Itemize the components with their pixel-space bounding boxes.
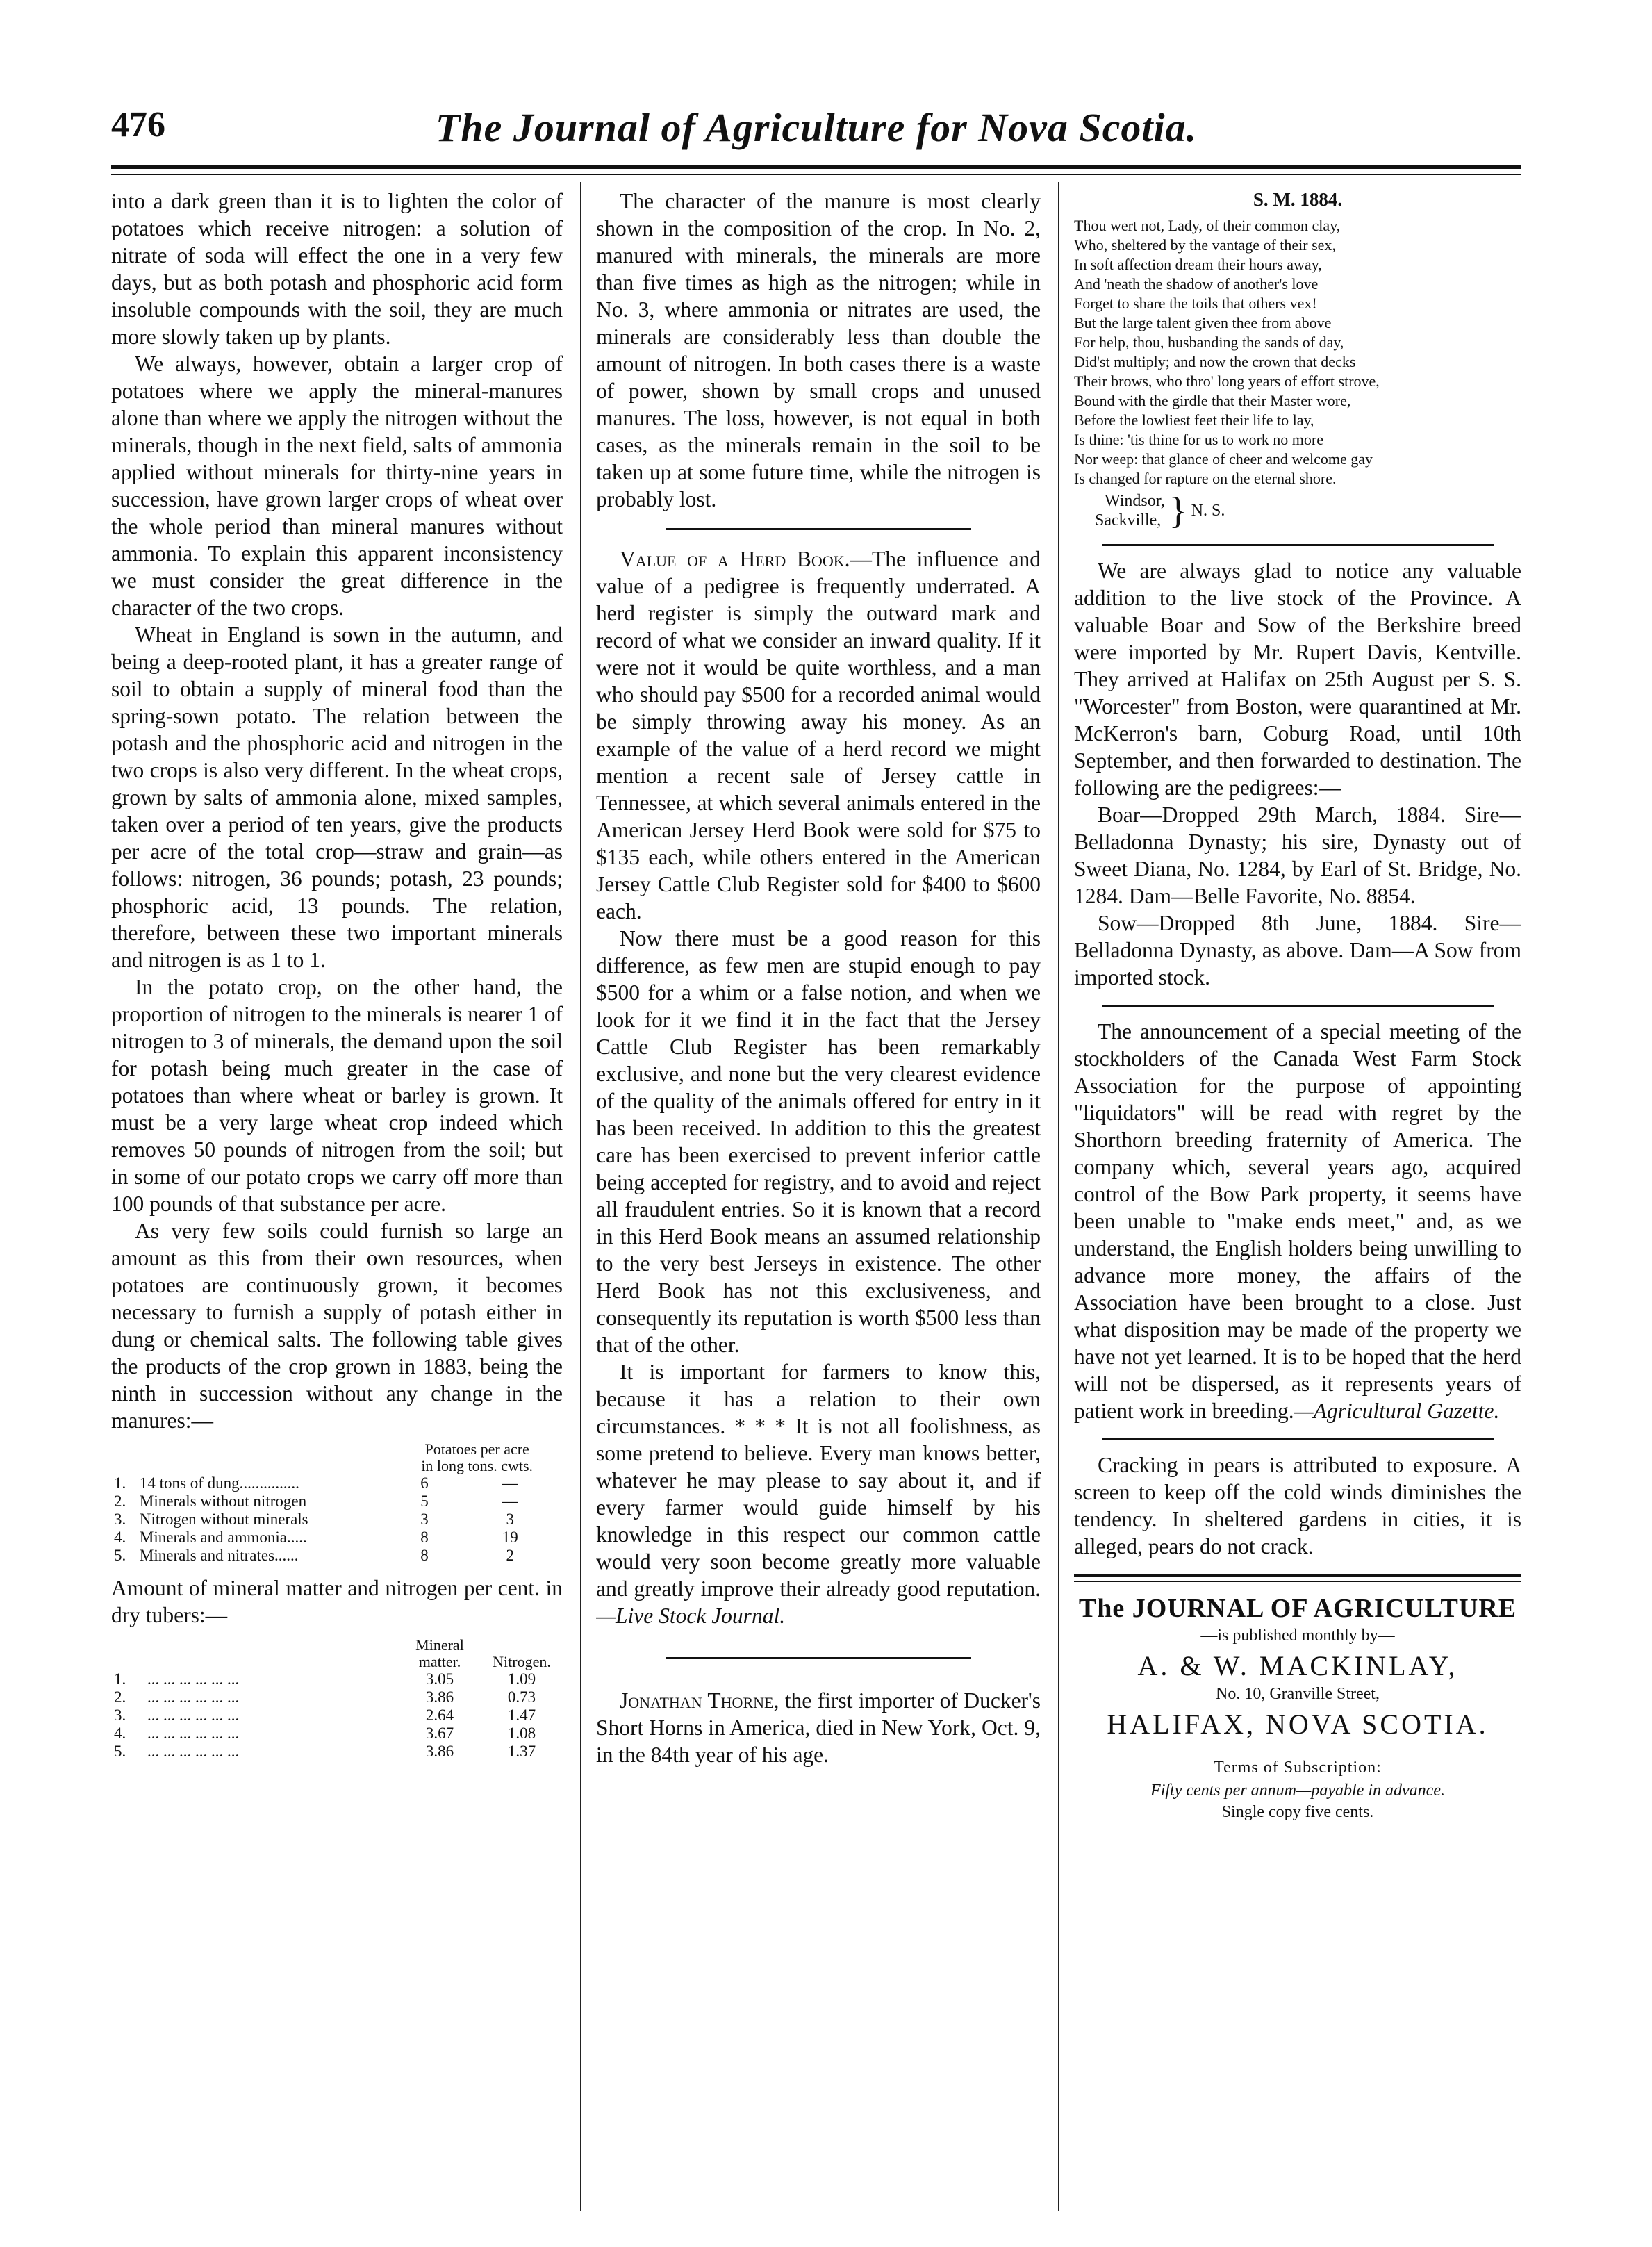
poem-line: For help, thou, husbanding the sands of day, xyxy=(1074,334,1344,351)
column-divider xyxy=(580,182,581,2211)
boar-pedigree: Boar—Dropped 29th March, 1884. Sire—Belladonna Dynasty; his sire, Dynasty out of Sweet Diana, No. 1284, by Earl of St. Bridge, No. 1284. Dam—Belle Favorite, No. 8854. xyxy=(1074,802,1521,908)
nitrogen-cell: 0.73 xyxy=(507,1688,536,1706)
poem xyxy=(1074,216,1521,488)
section-rule xyxy=(1102,1005,1494,1007)
table-row xyxy=(111,1474,563,1492)
row-number: 1. xyxy=(114,1670,126,1688)
column-divider xyxy=(1058,182,1059,2211)
brace-glyph: } xyxy=(1168,490,1187,532)
journal-title: The Journal of Agriculture for Nova Scotia. xyxy=(435,105,1198,150)
poem-line: Thou wert not, Lady, of their common clay, xyxy=(1074,217,1341,234)
table-row xyxy=(111,1529,563,1547)
poem-line: Their brows, who thro' long years of effort strove, xyxy=(1074,372,1380,390)
paragraph: Now there must be a good reason for this difference, as few men are stupid enough to pay $500 for a whim or a false notion, and when we look for it we find it in the fact that the Jersey Cattle Club Register has been remarkably exclusive, and none but the very clearest evidence of the quality of the animals offered for entry in it has been received. In addition to this the greatest care has been exercised to prevent inferior cattle being accepted for registry, and to avoid and reject all fraudulent entries. So it is known that a record in this Herd Book means an assumed relationship to the very best Jerseys in existence. The other Herd Book has not this exclusiveness, and consequently its reputation is worth $500 less than that of the other. xyxy=(596,926,1041,1357)
page-number: 476 xyxy=(111,105,165,145)
terms-heading: Terms of Subscription: xyxy=(1214,1759,1382,1777)
nitrogen-cell: 1.08 xyxy=(507,1725,536,1742)
mineral-cell: 3.67 xyxy=(425,1725,454,1742)
leader-dots: ... ... ... ... ... ... xyxy=(147,1706,240,1724)
poem-line: Bound with the girdle that their Master wore, xyxy=(1074,392,1351,409)
row-number: 2. xyxy=(114,1492,126,1510)
leader-dots: ... ... ... ... ... ... xyxy=(147,1725,240,1742)
signature-initials: N. S. xyxy=(1191,502,1225,520)
publisher-address: No. 10, Granville Street, xyxy=(1216,1685,1380,1703)
row-number: 1. xyxy=(114,1474,126,1492)
signature-place: Sackville, xyxy=(1095,511,1162,529)
signature-place: Windsor, xyxy=(1105,492,1165,510)
poem-line: But the large talent given thee from above xyxy=(1074,314,1332,331)
poem-line: And 'neath the shadow of another's love xyxy=(1074,275,1319,293)
paragraph: Cracking in pears is attributed to exposure. A screen to keep off the cold winds diminishes the tendency. In sheltered gardens in cities, it is alleged, pears do not crack. xyxy=(1074,1453,1521,1558)
paragraph xyxy=(596,1358,1041,1629)
potato-yield-table xyxy=(111,1441,563,1565)
signature-places xyxy=(1095,491,1165,530)
tons-cell: 6 xyxy=(420,1474,429,1492)
section-rule xyxy=(666,528,971,530)
row-label: Minerals and ammonia..... xyxy=(139,1529,307,1546)
column-3 xyxy=(1074,188,1521,2230)
notice-line: —is published monthly by— xyxy=(1200,1627,1395,1645)
herd-book-text: —The influence and value of a pedigree is frequently underrated. A herd register is simply the outward mark and record of what we consider an inward quality. If it were not it would be quite worthless, and a man who should pay $500 for a recorded animal would be simply throwing away his money. As an example of the value of a herd record we might mention a recent sale of Jersey cattle in Tennessee, at which several animals entered in the American Jersey Herd Book were sold for $75 to $135 each, while others entered in the American Jersey Cattle Club Register sold for $400 to $600 each. xyxy=(596,547,1041,923)
poem-line: In soft affection dream their hours away, xyxy=(1074,256,1322,273)
paragraph: We always, however, obtain a larger crop of potatoes where we apply the mineral-manures alone than where we apply the nitrogen without the minerals, though in the next field, salts of ammonia applied without minerals for thirty-nine years in succession, have grown larger crops of wheat over the whole period than mineral manures without ammonia. To explain this apparent inconsistency we must consider the great difference in the character of the two crops. xyxy=(111,352,563,620)
row-label: Minerals and nitrates...... xyxy=(139,1547,299,1564)
table-row xyxy=(111,1670,563,1688)
row-number: 5. xyxy=(114,1547,126,1564)
section-rule xyxy=(666,1657,971,1659)
mineral-nitrogen-table xyxy=(111,1637,563,1761)
poem-line: Is changed for rapture on the eternal shore. xyxy=(1074,470,1337,487)
nitrogen-cell: 1.09 xyxy=(507,1670,536,1688)
table-header: Potatoes per acre xyxy=(424,1440,529,1458)
obituary-name: Jonathan Thorne, xyxy=(620,1688,779,1713)
poem-line: Nor weep: that glance of cheer and welcome gay xyxy=(1074,450,1373,468)
table-row xyxy=(111,1725,563,1743)
nitrogen-cell: 1.37 xyxy=(507,1743,536,1760)
paragraph: Amount of mineral matter and nitrogen per cent. in dry tubers:— xyxy=(111,1576,563,1627)
tons-cell: 8 xyxy=(420,1529,429,1546)
leader-dots: ... ... ... ... ... ... xyxy=(147,1688,240,1706)
row-number: 4. xyxy=(114,1529,126,1546)
poem-heading: S. M. 1884. xyxy=(1253,189,1343,210)
tons-cell: 3 xyxy=(420,1511,429,1528)
table-row xyxy=(111,1511,563,1529)
header-rule xyxy=(111,165,1521,169)
table-header: Nitrogen. xyxy=(493,1653,551,1670)
header-rule-thin xyxy=(111,174,1521,175)
paragraph: We are always glad to notice any valuable addition to the live stock of the Province. A valuable Boar and Sow of the Berkshire breed were imported by Mr. Rupert Davis, Kentville. They arrived at Halifax on 25th August per S. S. "Worcester" from Boston, were quarantined at Mr. McKerron's barn, Coburg Road, until 10th September, and then forwarded to destination. The following are the pedigrees:— xyxy=(1074,559,1521,800)
herd-book-paragraph xyxy=(596,545,1041,925)
sow-pedigree: Sow—Dropped 8th June, 1884. Sire—Belladonna Dynasty, as above. Dam—A Sow from imported stock. xyxy=(1074,911,1521,989)
paragraph: Wheat in England is sown in the autumn, and being a deep-rooted plant, it has a greater range of soil to obtain a supply of mineral food than the spring-sown potato. The relation between the potash and the phosphoric acid and nitrogen in the two crops is also very different. In the wheat crops, grown by salts of ammonia alone, mixed samples, taken over a period of ten years, give the products per acre of the total crop—straw and grain—as follows: nitrogen, 36 pounds; potash, 23 pounds; phosphoric acid, 13 pounds. The relation, therefore, between these two important minerals and nitrogen is as 1 to 1. xyxy=(111,623,563,972)
paragraph: into a dark green than it is to lighten the color of potatoes which receive nitrogen: a solution of nitrate of soda will effect the one in a very few days, but as both potash and phosphoric acid form insoluble compounds with the soil, they are much more slowly taken up by plants. xyxy=(111,189,563,349)
poem-line: Who, sheltered by the vantage of their sex, xyxy=(1074,236,1336,254)
section-rule-double xyxy=(1074,1574,1521,1582)
paragraph: As very few soils could furnish so large an amount as this from their own resources, when potatoes are continuously grown, it becomes necessary to furnish a supply of potash either in dung or chemical salts. The following table gives the products of the crop grown in 1883, being the ninth in succession without any change in the manures:— xyxy=(111,1219,563,1433)
row-label: 14 tons of dung............... xyxy=(139,1474,299,1492)
cwts-cell: 3 xyxy=(506,1511,515,1528)
paragraph: In the potato crop, on the other hand, the proportion of nitrogen to the minerals is nearer 1 of nitrogen to 3 of minerals, the demand upon the soil for potash being much greater in the case of potatoes than where wheat or barley is grown. It must be a very large wheat crop indeed which removes 50 pounds of nitrogen from the soil; but in some of our potato crops we carry off more than 100 pounds of that substance per acre. xyxy=(111,975,563,1216)
source-credit: —Agricultural Gazette. xyxy=(1294,1399,1500,1423)
notice-title: The JOURNAL OF AGRICULTURE xyxy=(1078,1594,1517,1623)
column-1 xyxy=(111,188,563,2230)
poem-line: Before the lowliest feet their life to lay, xyxy=(1074,411,1314,429)
publisher-city: HALIFAX, NOVA SCOTIA. xyxy=(1107,1709,1489,1740)
poem-line: Is thine: 'tis thine for us to work no more xyxy=(1074,431,1323,448)
row-number: 4. xyxy=(114,1725,126,1742)
publisher-name: A. & W. MACKINLAY, xyxy=(1137,1650,1458,1681)
table-row xyxy=(111,1706,563,1725)
cwts-cell: — xyxy=(502,1492,518,1510)
table-row xyxy=(111,1547,563,1565)
table-header: Mineral matter. xyxy=(415,1636,464,1670)
row-label: Nitrogen without minerals xyxy=(139,1511,308,1528)
column-2 xyxy=(596,188,1041,2230)
obituary-text: the first importer of Ducker's Short Horns in America, died in New York, Oct. 9, in the 84th year of his age. xyxy=(596,1688,1041,1767)
mineral-cell: 3.86 xyxy=(425,1743,454,1760)
source-credit: —Live Stock Journal. xyxy=(596,1604,786,1628)
table-row xyxy=(111,1492,563,1511)
cwts-cell: — xyxy=(502,1474,518,1492)
table-header: in long tons. cwts. xyxy=(421,1457,534,1474)
row-number: 3. xyxy=(114,1706,126,1724)
leader-dots: ... ... ... ... ... ... xyxy=(147,1743,240,1760)
table-row xyxy=(111,1688,563,1706)
single-copy-price: Single copy five cents. xyxy=(1221,1803,1374,1821)
obituary-paragraph xyxy=(596,1687,1041,1768)
table-row xyxy=(111,1743,563,1761)
row-number: 3. xyxy=(114,1511,126,1528)
poem-line: Forget to share the toils that others vex! xyxy=(1074,295,1317,312)
poem-line: Did'st multiply; and now the crown that decks xyxy=(1074,353,1356,370)
cwts-cell: 19 xyxy=(502,1529,518,1546)
paragraph xyxy=(1074,1018,1521,1424)
tons-cell: 5 xyxy=(420,1492,429,1510)
paragraph-text: The announcement of a special meeting of the stockholders of the Canada West Farm Stock Association for the purpose of appointing "liquidators" will be read with regret by the Shorthorn breeding fraternity of America. The company which, several years ago, acquired control of the Bow Park property, it seems have been unable to "make ends meet," and, as we understand, the English holders being unwilling to advance more money, the affairs of the Association have been brought to a close. Just what disposition may be made of the property we have not yet learned. It is to be hoped that the herd will not be dispersed, as it represents years of patient work in breeding. xyxy=(1074,1019,1521,1423)
subscription-price: Fifty cents per annum—payable in advance. xyxy=(1150,1781,1445,1800)
leader-dots: ... ... ... ... ... ... xyxy=(147,1670,240,1688)
tons-cell: 8 xyxy=(420,1547,429,1564)
row-number: 5. xyxy=(114,1743,126,1760)
publisher-notice xyxy=(1074,1593,1521,1822)
mineral-cell: 2.64 xyxy=(425,1706,454,1724)
poem-signature xyxy=(1095,491,1521,530)
cwts-cell: 2 xyxy=(506,1547,515,1564)
section-rule xyxy=(1102,1438,1494,1440)
mineral-cell: 3.05 xyxy=(425,1670,454,1688)
row-number: 2. xyxy=(114,1688,126,1706)
paragraph-text: It is important for farmers to know this, because it has a relation to their own circumstances. * * * It is not all foolishness, as some pretend to believe. Every man knows better, whatever he may please to say about it, and if every farmer would guide himself by his knowledge in this respect our common cattle would very soon become greatly more valuable and greatly improve their already good reputation. xyxy=(596,1360,1041,1601)
row-label: Minerals without nitrogen xyxy=(139,1492,307,1510)
section-rule xyxy=(1102,544,1494,546)
nitrogen-cell: 1.47 xyxy=(507,1706,536,1724)
page-header xyxy=(111,104,1521,160)
herd-book-heading: Value of a Herd Book. xyxy=(620,547,850,571)
paragraph: The character of the manure is most clearly shown in the composition of the crop. In No. 2, manured with minerals, the minerals are more than five times as high as the nitrogen; while in No. 3, where ammonia or nitrates are used, the minerals are considerably less than double the amount of nitrogen. In both cases there is a waste of power, shown by small crops and unused manures. The loss, however, is not equal in both cases, as the minerals remain in the soil to be taken up at some future time, while the nitrogen is probably lost. xyxy=(596,189,1041,511)
mineral-cell: 3.86 xyxy=(425,1688,454,1706)
